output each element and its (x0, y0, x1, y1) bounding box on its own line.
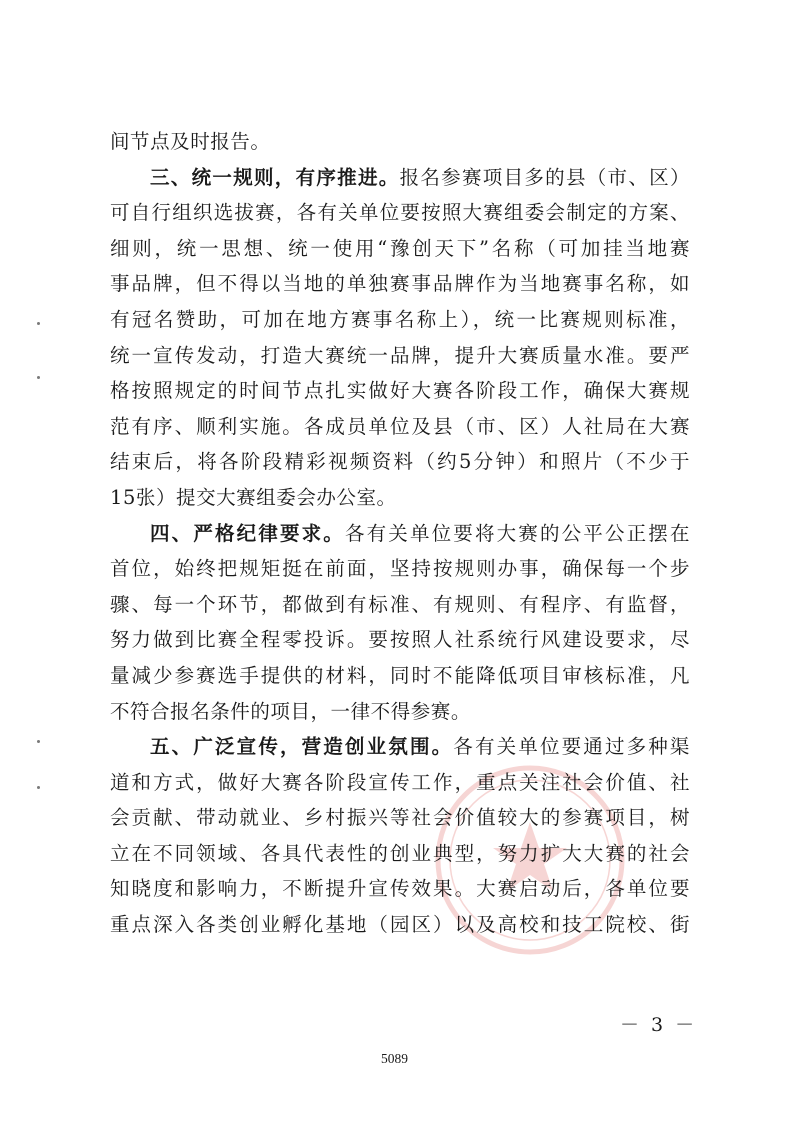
body-text-segment: 重点深入各类创业孵化基地（园区）以及高校和技工院校、街 (110, 913, 690, 937)
text-line (110, 160, 690, 196)
text-line (110, 658, 690, 694)
margin-mark (37, 322, 40, 325)
margin-mark (37, 376, 40, 379)
text-line (110, 907, 690, 943)
body-text-segment: 骤、每一个环节，都做到有标准、有规则、有程序、有监督， (110, 592, 690, 616)
margin-mark (37, 786, 40, 789)
text-line (110, 729, 690, 765)
text-line (110, 124, 690, 160)
body-text-segment: 有冠名赞助，可加在地方赛事名称上），统一比赛规则标准， (110, 307, 690, 331)
text-line (110, 587, 690, 623)
text-line (110, 694, 690, 730)
body-text-segment: 结束后，将各阶段精彩视频资料（约5分钟）和照片（不少于 (110, 450, 690, 474)
text-line (110, 871, 690, 907)
text-line (110, 373, 690, 409)
body-text-segment: 不符合报名条件的项目，一律不得参赛。 (110, 699, 471, 723)
body-text-segment: 会贡献、带动就业、乡村振兴等社会价值较大的参赛项目，树 (110, 806, 690, 830)
body-text-segment: 量减少参赛选手提供的材料，同时不能降低项目审核标准，凡 (110, 663, 690, 687)
body-text-segment: 事品牌，但不得以当地的单独赛事品牌作为当地赛事名称，如 (110, 272, 690, 296)
text-line (110, 551, 690, 587)
body-text-segment: 首位，始终把规矩挺在前面，坚持按规则办事，确保每一个步 (110, 557, 690, 581)
body-text-segment: 立在不同领域、各具代表性的创业典型，努力扩大大赛的社会 (110, 841, 690, 865)
text-line (110, 338, 690, 374)
section-heading: 三、统一规则，有序推进。 (150, 165, 400, 189)
margin-mark (37, 740, 40, 743)
body-text-segment: 细则，统一思想、统一使用“豫创天下”名称（可加挂当地赛 (110, 236, 690, 260)
text-line (110, 231, 690, 267)
text-line (110, 409, 690, 445)
text-line (110, 622, 690, 658)
text-line (110, 836, 690, 872)
section-heading: 四、严格纪律要求。 (150, 521, 345, 545)
text-line (110, 516, 690, 552)
body-text-segment: 知晓度和影响力，不断提升宣传效果。大赛启动后，各单位要 (110, 877, 690, 901)
text-line (110, 480, 690, 516)
text-line (110, 765, 690, 801)
text-line (110, 266, 690, 302)
stamp-number: 5089 (381, 1051, 408, 1066)
body-text-segment: 格按照规定的时间节点扎实做好大赛各阶段工作，确保大赛规 (110, 379, 690, 403)
body-text-segment: 报名参赛项目多的县（市、区） (399, 165, 690, 189)
text-line (110, 302, 690, 338)
section-heading: 五、广泛宣传，营造创业氛围。 (150, 735, 454, 759)
body-text-segment: 15张）提交大赛组委会办公室。 (110, 485, 397, 509)
text-line (110, 444, 690, 480)
body-text-segment: 道和方式，做好大赛各阶段宣传工作，重点关注社会价值、社 (110, 770, 690, 794)
body-text-segment: 努力做到比赛全程零投诉。要按照人社系统行风建设要求，尽 (110, 628, 690, 652)
body-text-segment: 各有关单位要通过多种渠 (453, 735, 690, 759)
page-number: － 3 － (620, 1014, 698, 1036)
body-text-segment: 范有序、顺利实施。各成员单位及县（市、区）人社局在大赛 (110, 414, 690, 438)
text-line (110, 800, 690, 836)
body-text-segment: 统一宣传发动，打造大赛统一品牌，提升大赛质量水准。要严 (110, 343, 690, 367)
body-text-segment: 各有关单位要将大赛的公平公正摆在 (344, 521, 690, 545)
text-line (110, 195, 690, 231)
body-text-segment: 间节点及时报告。 (110, 130, 271, 153)
body-text-segment: 可自行组织选拔赛，各有关单位要按照大赛组委会制定的方案、 (110, 201, 690, 225)
body-text (110, 124, 690, 943)
